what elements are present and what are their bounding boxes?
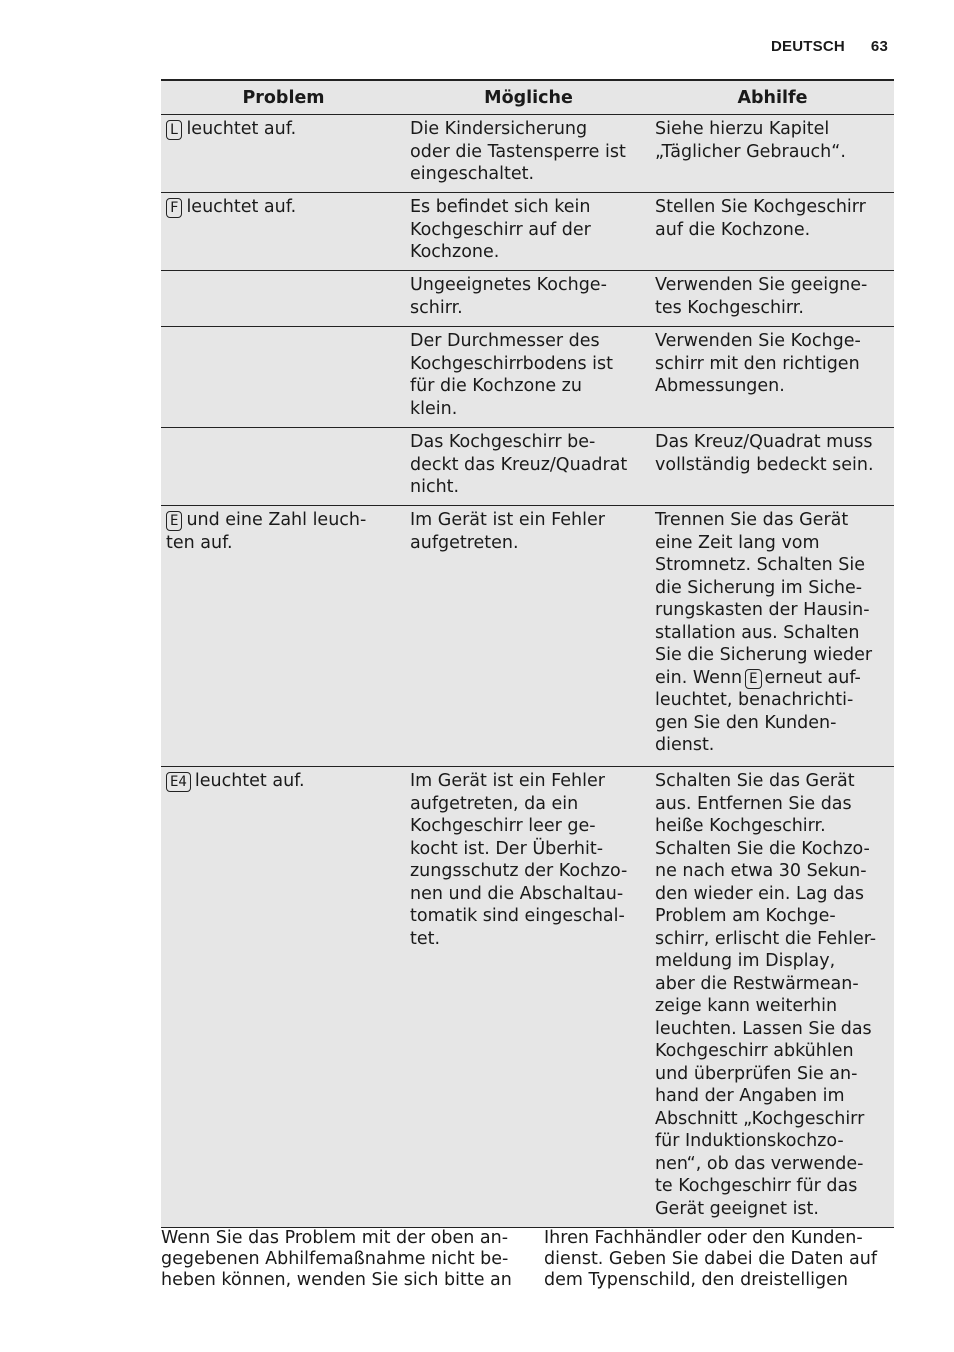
language-label: DEUTSCH	[771, 38, 845, 55]
remedy-cell	[651, 506, 894, 766]
cause-cell: Es befindet sich kein Kochgeschirr auf der Kochzone.	[410, 197, 591, 262]
footer-right-paragraph: Ihren Fachhändler oder den Kunden- dienst. Geben Sie dabei die Daten auf dem Typenschild, den dreistelligen	[544, 1228, 877, 1290]
cause-cell: Ungeeignetes Kochge- schirr.	[410, 275, 607, 318]
problem-text: leuchtet auf.	[186, 197, 297, 217]
problem-cell	[161, 767, 406, 1227]
problem-cell	[161, 506, 406, 766]
table-row	[161, 327, 894, 428]
cause-cell: Das Kochgeschirr be- deckt das Kreuz/Quadrat nicht.	[410, 432, 628, 497]
remedy-cell: Siehe hierzu Kapitel „Täglicher Gebrauch“.	[655, 119, 846, 162]
display-symbol-icon: F	[166, 198, 182, 218]
column-header-problem: Problem	[242, 87, 325, 108]
column-header-cause: Mögliche	[484, 87, 573, 108]
table-row	[161, 506, 894, 767]
display-symbol-icon: E4	[166, 772, 191, 792]
table-header	[161, 81, 894, 115]
table-row	[161, 767, 894, 1227]
problem-text: leuchtet auf.	[194, 771, 305, 791]
display-symbol-icon: E	[745, 669, 761, 689]
display-symbol-icon: E	[166, 511, 182, 531]
problem-cell	[161, 193, 406, 270]
table-row	[161, 193, 894, 271]
problem-text: leuchtet auf.	[186, 119, 297, 139]
cause-cell: Im Gerät ist ein Fehler aufgetreten.	[410, 510, 605, 553]
page-number: 63	[870, 38, 888, 55]
remedy-cell: Stellen Sie Kochgeschirr auf die Kochzone.	[655, 197, 866, 240]
remedy-cell: Verwenden Sie geeigne- tes Kochgeschirr.	[655, 275, 868, 318]
remedy-cell: Verwenden Sie Kochge- schirr mit den richtigen Abmessungen.	[655, 331, 861, 396]
problem-text: und eine Zahl leuch- ten auf.	[166, 510, 367, 553]
problem-cell	[161, 428, 406, 505]
table-row	[161, 115, 894, 193]
footer-text	[161, 1228, 894, 1291]
cause-cell: Die Kindersicherung oder die Tastensperre ist eingeschaltet.	[410, 119, 626, 184]
problem-cell	[161, 327, 406, 427]
problem-cell	[161, 115, 406, 192]
remedy-cell: Schalten Sie das Gerät aus. Entfernen Sie das heiße Kochgeschirr. Schalten Sie die Kochzo- ne nach etwa 30 Sekun- den wieder ein. Lag das Problem am Kochge- schirr, erlischt die Fehler- meldung im Display, aber die Restwärmean- zeige kann weiterhin leuchten. Lassen Sie das Kochgeschirr abkühlen und überprüfen Sie an- hand der Angaben im Abschnitt „Kochgeschirr für Induktionskochzo- nen“, ob das verwende- te Kochgeschirr für das Gerät geeignet ist.	[655, 771, 877, 1219]
footer-left-paragraph: Wenn Sie das Problem mit der oben an- gegebenen Abhilfemaßnahme nicht be- heben können, wenden Sie sich bitte an	[161, 1228, 512, 1290]
table-row	[161, 428, 894, 506]
remedy-cell: Das Kreuz/Quadrat muss vollständig bedeckt sein.	[655, 432, 874, 475]
troubleshooting-table	[161, 79, 894, 1228]
remedy-text: Trennen Sie das Gerät eine Zeit lang vom Stromnetz. Schalten Sie die Sicherung im Siche- rungskasten der Hausin- stallation aus. Schalten Sie die Sicherung wieder ein. Wenn	[655, 510, 873, 688]
cause-cell: Der Durchmesser des Kochgeschirrbodens ist für die Kochzone zu klein.	[410, 331, 613, 419]
table-row	[161, 271, 894, 327]
remedy-text: erneut auf- leuchtet, benachrichti- gen Sie den Kunden- dienst.	[655, 667, 861, 755]
problem-cell	[161, 271, 406, 326]
cause-cell: Im Gerät ist ein Fehler aufgetreten, da ein Kochgeschirr leer ge- kocht ist. Der Überhit- zungsschutz der Kochzo- nen und die Abschaltau- tomatik sind eingeschal- tet.	[410, 771, 628, 949]
page-header	[771, 38, 888, 55]
column-header-remedy: Abhilfe	[737, 87, 808, 108]
display-symbol-icon: L	[166, 120, 182, 140]
